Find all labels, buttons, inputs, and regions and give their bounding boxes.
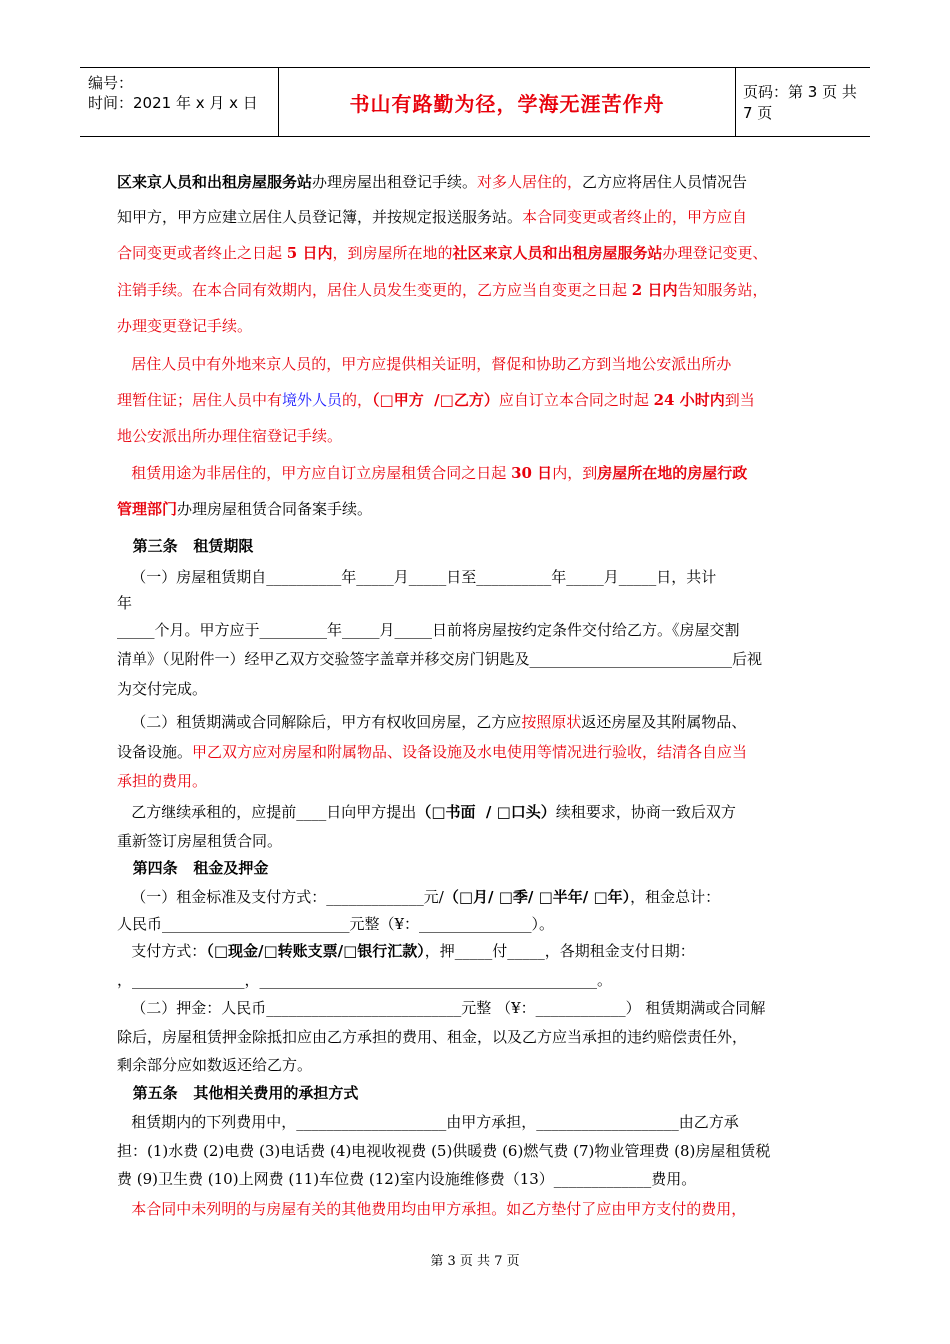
text-line	[117, 426, 342, 446]
text-line	[117, 390, 755, 410]
number-label: 编号：	[88, 74, 134, 92]
header-motto: 书山有路勤为径，学海无涯苦作舟	[279, 68, 736, 136]
text-line	[117, 463, 747, 483]
text-run: 告知服务站，	[677, 281, 768, 299]
text-run: 乙方继续承租的，应提前____日向甲方提出	[117, 803, 417, 821]
text-run: 租赁用途为非居住的，甲方应自订立房屋租赁合同之日起	[117, 464, 512, 482]
text-run: 到当	[724, 391, 755, 409]
text-run: （□甲方 /□乙方）	[372, 391, 499, 409]
text-run: 设备设施。	[117, 743, 193, 761]
text-line	[117, 354, 731, 374]
text-line	[117, 914, 554, 934]
text-run: 乙方应将居住人员情况告	[582, 173, 748, 191]
text-run: 的，	[342, 391, 373, 409]
time-label: 时间：2021 年 x 月 x 日	[88, 94, 258, 112]
text-run: 办理房屋出租登记手续。	[312, 173, 478, 191]
text-run: 按照原状	[521, 713, 582, 731]
header-page-label: 页码：第 3 页 共 7 页	[743, 83, 857, 122]
text-line	[117, 1112, 739, 1132]
text-run: 应自订立本合同之时起	[498, 391, 654, 409]
text-line	[117, 1027, 747, 1047]
text-line	[117, 1083, 358, 1103]
text-run: （二）租赁期满或合同解除后，甲方有权收回房屋，乙方应	[117, 713, 522, 731]
text-run: 合同变更或者终止之日起	[117, 244, 287, 262]
text-run: 剩余部分应如数返还给乙方。	[117, 1056, 313, 1074]
text-run: 对多人居住的，	[477, 173, 583, 191]
text-run: 承担的费用。	[117, 772, 208, 790]
text-line	[117, 771, 207, 791]
text-run: ，押_____付_____，各期租金支付日期：	[424, 942, 695, 960]
text-run: 第四条 租金及押金	[117, 859, 269, 877]
text-line	[117, 649, 762, 669]
text-run: 内，到	[552, 464, 598, 482]
text-line	[117, 941, 695, 961]
text-run: 重新签订房屋租赁合同。	[117, 832, 283, 850]
text-run: 地公安派出所办理住宿登记手续。	[117, 427, 343, 445]
page-footer: 第 3 页 共 7 页	[430, 1254, 520, 1269]
text-run: （□现金/□转账支票/□银行汇款）	[206, 942, 425, 960]
text-line	[117, 1055, 312, 1075]
text-line	[117, 998, 765, 1018]
text-run: 甲乙双方应对房屋和附属物品、设备设施及水电使用等情况进行验收，结清各自应当	[192, 743, 748, 761]
text-line	[117, 1169, 696, 1189]
text-run: 本合同变更或者终止的，甲方应自	[522, 208, 748, 226]
text-line	[117, 679, 207, 699]
text-run: 租赁期内的下列费用中，____________________由甲方承担，___________________由乙方承	[117, 1113, 739, 1131]
text-run: 续租要求，协商一致后双方	[555, 803, 736, 821]
text-line	[117, 858, 268, 878]
text-run: 第五条 其他相关费用的承担方式	[117, 1084, 359, 1102]
text-run: 境外人员	[282, 391, 343, 409]
text-run: （一）房屋租赁期自__________年_____月_____日至__________年_____月_____日，共计	[117, 568, 717, 586]
text-line	[117, 742, 747, 762]
text-run: 办理房屋租赁合同备案手续。	[177, 500, 373, 518]
text-line	[117, 970, 612, 990]
text-run: 支付方式：	[117, 942, 207, 960]
text-line	[117, 887, 720, 907]
text-line	[117, 567, 716, 587]
text-line	[117, 620, 740, 640]
text-run: 居住人员中有外地来京人员的，甲方应提供相关证明，督促和协助乙方到当地公安派出所办	[117, 355, 732, 373]
header-meta	[80, 68, 279, 136]
text-run: 除后，房屋租赁押金除抵扣应由乙方承担的费用、租金，以及乙方应当承担的违约赔偿责任外，	[117, 1028, 748, 1046]
text-line	[117, 831, 282, 851]
text-run: 第三条 租赁期限	[117, 537, 254, 555]
text-run: 管理部门	[117, 500, 178, 518]
text-line	[117, 207, 747, 227]
text-run: _____个月。甲方应于_________年_____月_____日前将房屋按约定条件交付给乙方。《房屋交割	[117, 621, 740, 639]
text-line	[117, 1141, 770, 1161]
text-line	[117, 593, 132, 613]
text-run: 办理登记变更、	[662, 244, 768, 262]
text-line	[117, 243, 768, 263]
text-run: （□月/ □季/ □半年/ □年）	[443, 888, 631, 906]
text-run: 年	[117, 594, 133, 612]
text-line	[117, 172, 747, 192]
text-run: 房屋所在地的房屋行政	[597, 464, 748, 482]
text-run: 5 日内	[286, 244, 333, 262]
text-line	[117, 536, 253, 556]
text-line	[117, 499, 372, 519]
text-run: 办理变更登记手续。	[117, 317, 253, 335]
text-line	[117, 316, 252, 336]
text-run: 返还房屋及其附属物品、	[581, 713, 747, 731]
text-run: 2 日内	[631, 281, 678, 299]
text-run: 担：(1)水费 (2)电费 (3)电话费 (4)电视收视费 (5)供暖费 (6)燃气费 (7)物业管理费 (8)房屋租赁税	[117, 1142, 771, 1160]
page-header	[80, 67, 870, 137]
text-run: ，租金总计：	[630, 888, 721, 906]
text-run: 费 (9)卫生费 (10)上网费 (11)车位费 (12)室内设施维修费（13）_____________费用。	[117, 1170, 697, 1188]
text-line	[117, 280, 767, 300]
text-run: 清单》（见附件一）经甲乙双方交验签字盖章并移交房门钥匙及___________________________后视	[117, 650, 763, 668]
text-run: （一）租金标准及支付方式：_____________元/	[117, 888, 444, 906]
text-run: 30 日	[511, 464, 553, 482]
text-run: 注销手续。在本合同有效期内，居住人员发生变更的，乙方应当自变更之日起	[117, 281, 632, 299]
text-run: ，到房屋所在地的	[332, 244, 453, 262]
text-run: 人民币_________________________元整（¥：_______________）。	[117, 915, 555, 933]
text-line	[117, 1199, 746, 1219]
text-run: 本合同中未列明的与房屋有关的其他费用均由甲方承担。如乙方垫付了应由甲方支付的费用，	[117, 1200, 747, 1218]
text-run: 24 小时内	[653, 391, 725, 409]
text-run: （二）押金：人民币__________________________元整 （¥：____________） 租赁期满或合同解	[117, 999, 766, 1017]
text-run: 理暂住证；居住人员中有	[117, 391, 283, 409]
text-run: 知甲方，甲方应建立居住人员登记簿，并按规定报送服务站。	[117, 208, 523, 226]
text-run: （□书面 / □口头）	[416, 803, 556, 821]
text-run: 社区来京人员和出租房屋服务站	[452, 244, 663, 262]
text-line	[117, 802, 736, 822]
text-run: ，_______________，_____________________________________________。	[117, 971, 613, 989]
text-run: 为交付完成。	[117, 680, 208, 698]
text-line	[117, 712, 746, 732]
text-run: 区来京人员和出租房屋服务站	[117, 173, 313, 191]
